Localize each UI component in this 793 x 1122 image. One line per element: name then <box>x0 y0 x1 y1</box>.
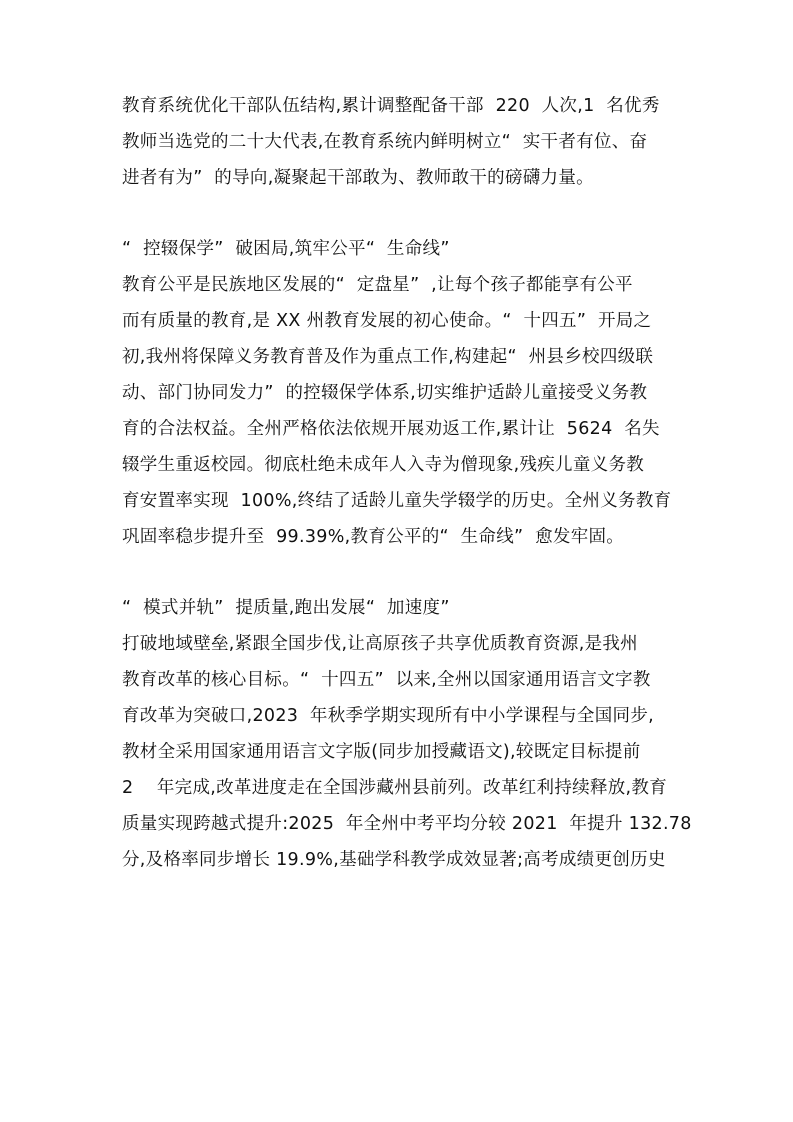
paragraph-line: 教育系统优化干部队伍结构,累计调整配备干部 220 人次,1 名优秀 <box>122 96 660 116</box>
paragraph-line: 教育改革的核心目标。“ 十四五” 以来,全州以国家通用语言文字教 <box>122 670 651 690</box>
paragraph-line: 质量实现跨越式提升:2025 年全州中考平均分较 2021 年提升 132.78 <box>122 814 692 834</box>
paragraph-line: 打破地域壁垒,紧跟全国步伐,让高原孩子共享优质教育资源,是我州 <box>122 634 638 654</box>
paragraph-line: 教育公平是民族地区发展的“ 定盘星” ,让每个孩子都能享有公平 <box>122 275 633 295</box>
paragraph-line: 育改革为突破口,2023 年秋季学期实现所有中小学课程与全国同步, <box>122 706 654 726</box>
section-heading: “ 模式并轨” 提质量,跑出发展“ 加速度” <box>122 598 450 618</box>
paragraph-line: 分,及格率同步增长 19.9%,基础学科教学成效显著;高考成绩更创历史 <box>122 850 666 870</box>
paragraph-line: 进者有为” 的导向,凝聚起干部敢为、教师敢干的磅礴力量。 <box>122 168 594 188</box>
paragraph-line: 育安置率实现 100%,终结了适龄儿童失学辍学的历史。全州义务教育 <box>122 491 672 511</box>
paragraph-line: 初,我州将保障义务教育普及作为重点工作,构建起“ 州县乡校四级联 <box>122 347 654 367</box>
paragraph-line: 教材全采用国家通用语言文字版(同步加授藏语文),较既定目标提前 <box>122 742 641 762</box>
paragraph-line: 2 年完成,改革进度走在全国涉藏州县前列。改革红利持续释放,教育 <box>122 778 668 798</box>
paragraph-line: 巩固率稳步提升至 99.39%,教育公平的“ 生命线” 愈发牢固。 <box>122 527 625 547</box>
paragraph-line: 教师当选党的二十大代表,在教育系统内鲜明树立“ 实干者有位、奋 <box>122 132 648 152</box>
paragraph-line: 辍学生重返校园。彻底杜绝未成年人入寺为僧现象,残疾儿童义务教 <box>122 455 645 475</box>
section-heading: “ 控辍保学” 破困局,筑牢公平“ 生命线” <box>122 239 450 259</box>
paragraph-line: 动、部门协同发力” 的控辍保学体系,切实维护适龄儿童接受义务教 <box>122 383 648 403</box>
paragraph-line: 而有质量的教育,是 XX 州教育发展的初心使命。“ 十四五” 开局之 <box>122 311 652 331</box>
paragraph-line: 育的合法权益。全州严格依法依规开展劝返工作,累计让 5624 名失 <box>122 419 660 439</box>
